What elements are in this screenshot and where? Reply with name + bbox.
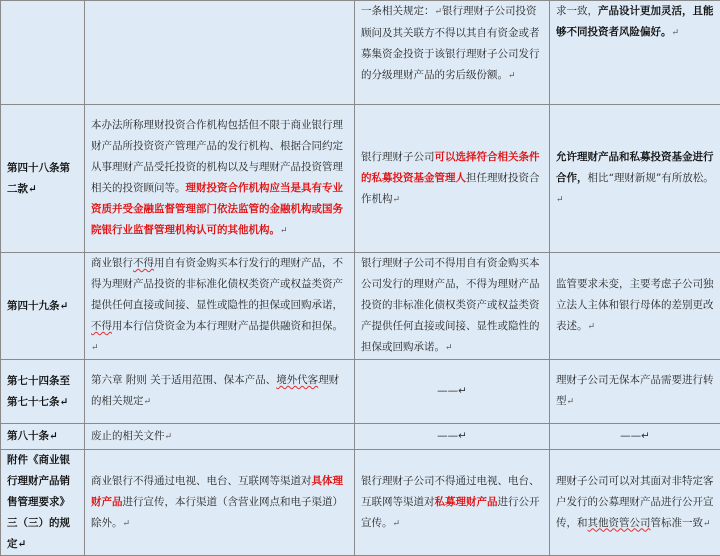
paragraph-mark: ↵ [703, 519, 711, 529]
article-cell: 第四十八条第二款↵ [1, 105, 85, 253]
analysis-cell [550, 424, 720, 450]
highlight-red-text: 私募理财产品 [435, 496, 498, 508]
rich-paragraph [556, 274, 714, 338]
paragraph-mark: ↵ [91, 343, 99, 353]
rich-paragraph [91, 253, 348, 359]
text-segment: 进行宣传，本行渠道（含营业网点和电子渠道）除外。 [91, 496, 343, 529]
bold-text: 允许理财产品和私募投资基金进行合作， [556, 151, 714, 184]
bold-text: 产品设计更加灵活，且能够不同投资者风险偏好。 [556, 5, 714, 38]
text-segment: 商业银行 [91, 257, 133, 269]
new-rule-cell [355, 1, 550, 105]
paragraph-mark: ↵ [508, 71, 516, 81]
text-segment: 用本行信贷资金为本行理财产品提供融资和担保。 [112, 320, 343, 332]
rich-paragraph [91, 471, 348, 535]
rich-paragraph [361, 471, 543, 535]
table-row [1, 360, 720, 424]
original-text-cell [85, 105, 355, 253]
new-rule-cell [355, 360, 550, 424]
analysis-cell [550, 105, 720, 253]
original-text-cell [85, 450, 355, 556]
text-segment: 商业银行不得通过电视、电台、互联网等渠道对 [91, 475, 312, 487]
rich-paragraph [361, 1, 543, 87]
original-text-cell [85, 424, 355, 450]
rich-paragraph [361, 147, 543, 211]
new-rule-cell [355, 253, 550, 360]
empty-dash: ——↵ [556, 426, 714, 447]
original-text-cell [85, 360, 355, 424]
text-segment: 相比“理财新规”有所放松。 [588, 172, 714, 184]
paragraph-mark: ↵ [144, 397, 152, 407]
article-cell: 附件《商业银行理财产品销售管理要求》三（三）的规定↵ [1, 450, 85, 556]
text-segment: 理财子公司可以对其面对非特定客户发行的公募理财产品进行公开宣传，和 [556, 475, 714, 529]
new-rule-cell [355, 424, 550, 450]
original-text-cell [85, 253, 355, 360]
highlight-red-text: 理财投资合作机构应当是具有专业资质并受金融监督管理部门依法监管的金融机构或国务院银行业监督管理机构认可的其他机构。 [91, 182, 343, 236]
rich-paragraph [556, 147, 714, 211]
underlined-text: 其他资管公司 [588, 517, 651, 529]
analysis-cell [550, 1, 720, 105]
paragraph-mark: ↵ [165, 432, 173, 442]
table-row [1, 450, 720, 556]
text-segment: 第六章 附则 关于适用范围、保本产品、 [91, 374, 276, 386]
text-segment: 废止的相关文件 [91, 430, 165, 442]
text-segment: 理财的相关规定 [91, 374, 339, 407]
article-cell: 第八十条↵ [1, 424, 85, 450]
rich-paragraph [91, 426, 348, 448]
text-segment: 用自有资金购买本行发行的理财产品，不得为理财产品投资的非标准化债权类资产或权益类资产提供任何直接或间接、显性或隐性的担保或回购承诺， [91, 257, 343, 311]
paragraph-mark: ↵ [435, 7, 443, 17]
rich-paragraph [556, 471, 714, 535]
paragraph-mark: ↵ [672, 28, 680, 38]
rich-paragraph [91, 370, 348, 413]
new-rule-cell [355, 105, 550, 253]
paragraph-mark: ↵ [445, 343, 453, 353]
text-segment: 监管要求未变，主要考虑子公司独立法人主体和银行母体的差别更改表述。 [556, 278, 714, 332]
paragraph-mark: ↵ [393, 519, 401, 529]
highlight-red-text: 具体理财产品 [91, 475, 343, 508]
empty-dash: ——↵ [361, 381, 543, 402]
text-segment: 本办法所称理财投资合作机构包括但不限于商业银行理财产品所投资资产管理产品的发行机构、根据合同约定从事理财产品受托投资的机构以及与理财产品投资管理相关的投资顾问等。 [91, 119, 343, 194]
analysis-cell [550, 360, 720, 424]
rich-paragraph [556, 370, 714, 413]
analysis-cell [550, 450, 720, 556]
empty-dash: ——↵ [361, 426, 543, 447]
underlined-text: 不得 [91, 320, 112, 332]
article-cell: 第七十四条至第七十七条↵ [1, 360, 85, 424]
text-segment: 管标准一致 [651, 517, 704, 529]
text-segment: 银行理财子公司投资顾问及其关联方不得以其自有资金或者募集资金投资于该银行理财子公司发行的分级理财产品的劣后级份额。 [361, 5, 540, 81]
paragraph-mark: ↵ [123, 519, 131, 529]
paragraph-mark: ↵ [567, 397, 575, 407]
rich-paragraph [556, 1, 714, 44]
underlined-text: 不得 [133, 257, 154, 269]
table-row [1, 1, 720, 105]
paragraph-mark: ↵ [556, 195, 564, 205]
paragraph-mark: ↵ [280, 226, 288, 236]
table-row [1, 424, 720, 450]
rich-paragraph [91, 115, 348, 242]
original-text-cell [85, 1, 355, 105]
rich-paragraph [361, 253, 543, 359]
text-segment: 进行公开宣传。 [361, 496, 540, 529]
new-rule-cell [355, 450, 550, 556]
paragraph-mark: ↵ [393, 195, 401, 205]
text-segment: 理财子公司无保本产品需要进行转型 [556, 374, 714, 407]
text-segment: 银行理财子公司不得用自有资金购买本公司发行的理财产品，不得为理财产品投资的非标准化债权类资产或权益类资产提供任何直接或间接、显性或隐性的担保或回购承诺。 [361, 257, 540, 353]
analysis-cell [550, 253, 720, 360]
article-cell [1, 1, 85, 105]
highlight-red-text: 可以选择符合相关条件的私募投资基金管理人 [361, 151, 540, 184]
paragraph-mark: ↵ [588, 322, 596, 332]
underlined-text: 境外代客 [276, 374, 318, 386]
text-segment: 求一致， [556, 5, 598, 17]
text-segment: 银行理财子公司不得通过电视、电台、互联网等渠道对 [361, 475, 540, 508]
article-cell: 第四十九条↵ [1, 253, 85, 360]
text-segment: 银行理财子公司 [361, 151, 435, 163]
text-segment: 一条相关规定： [361, 5, 435, 17]
text-segment: 担任理财投资合作机构 [361, 172, 540, 205]
table-row [1, 105, 720, 253]
table-row [1, 253, 720, 360]
